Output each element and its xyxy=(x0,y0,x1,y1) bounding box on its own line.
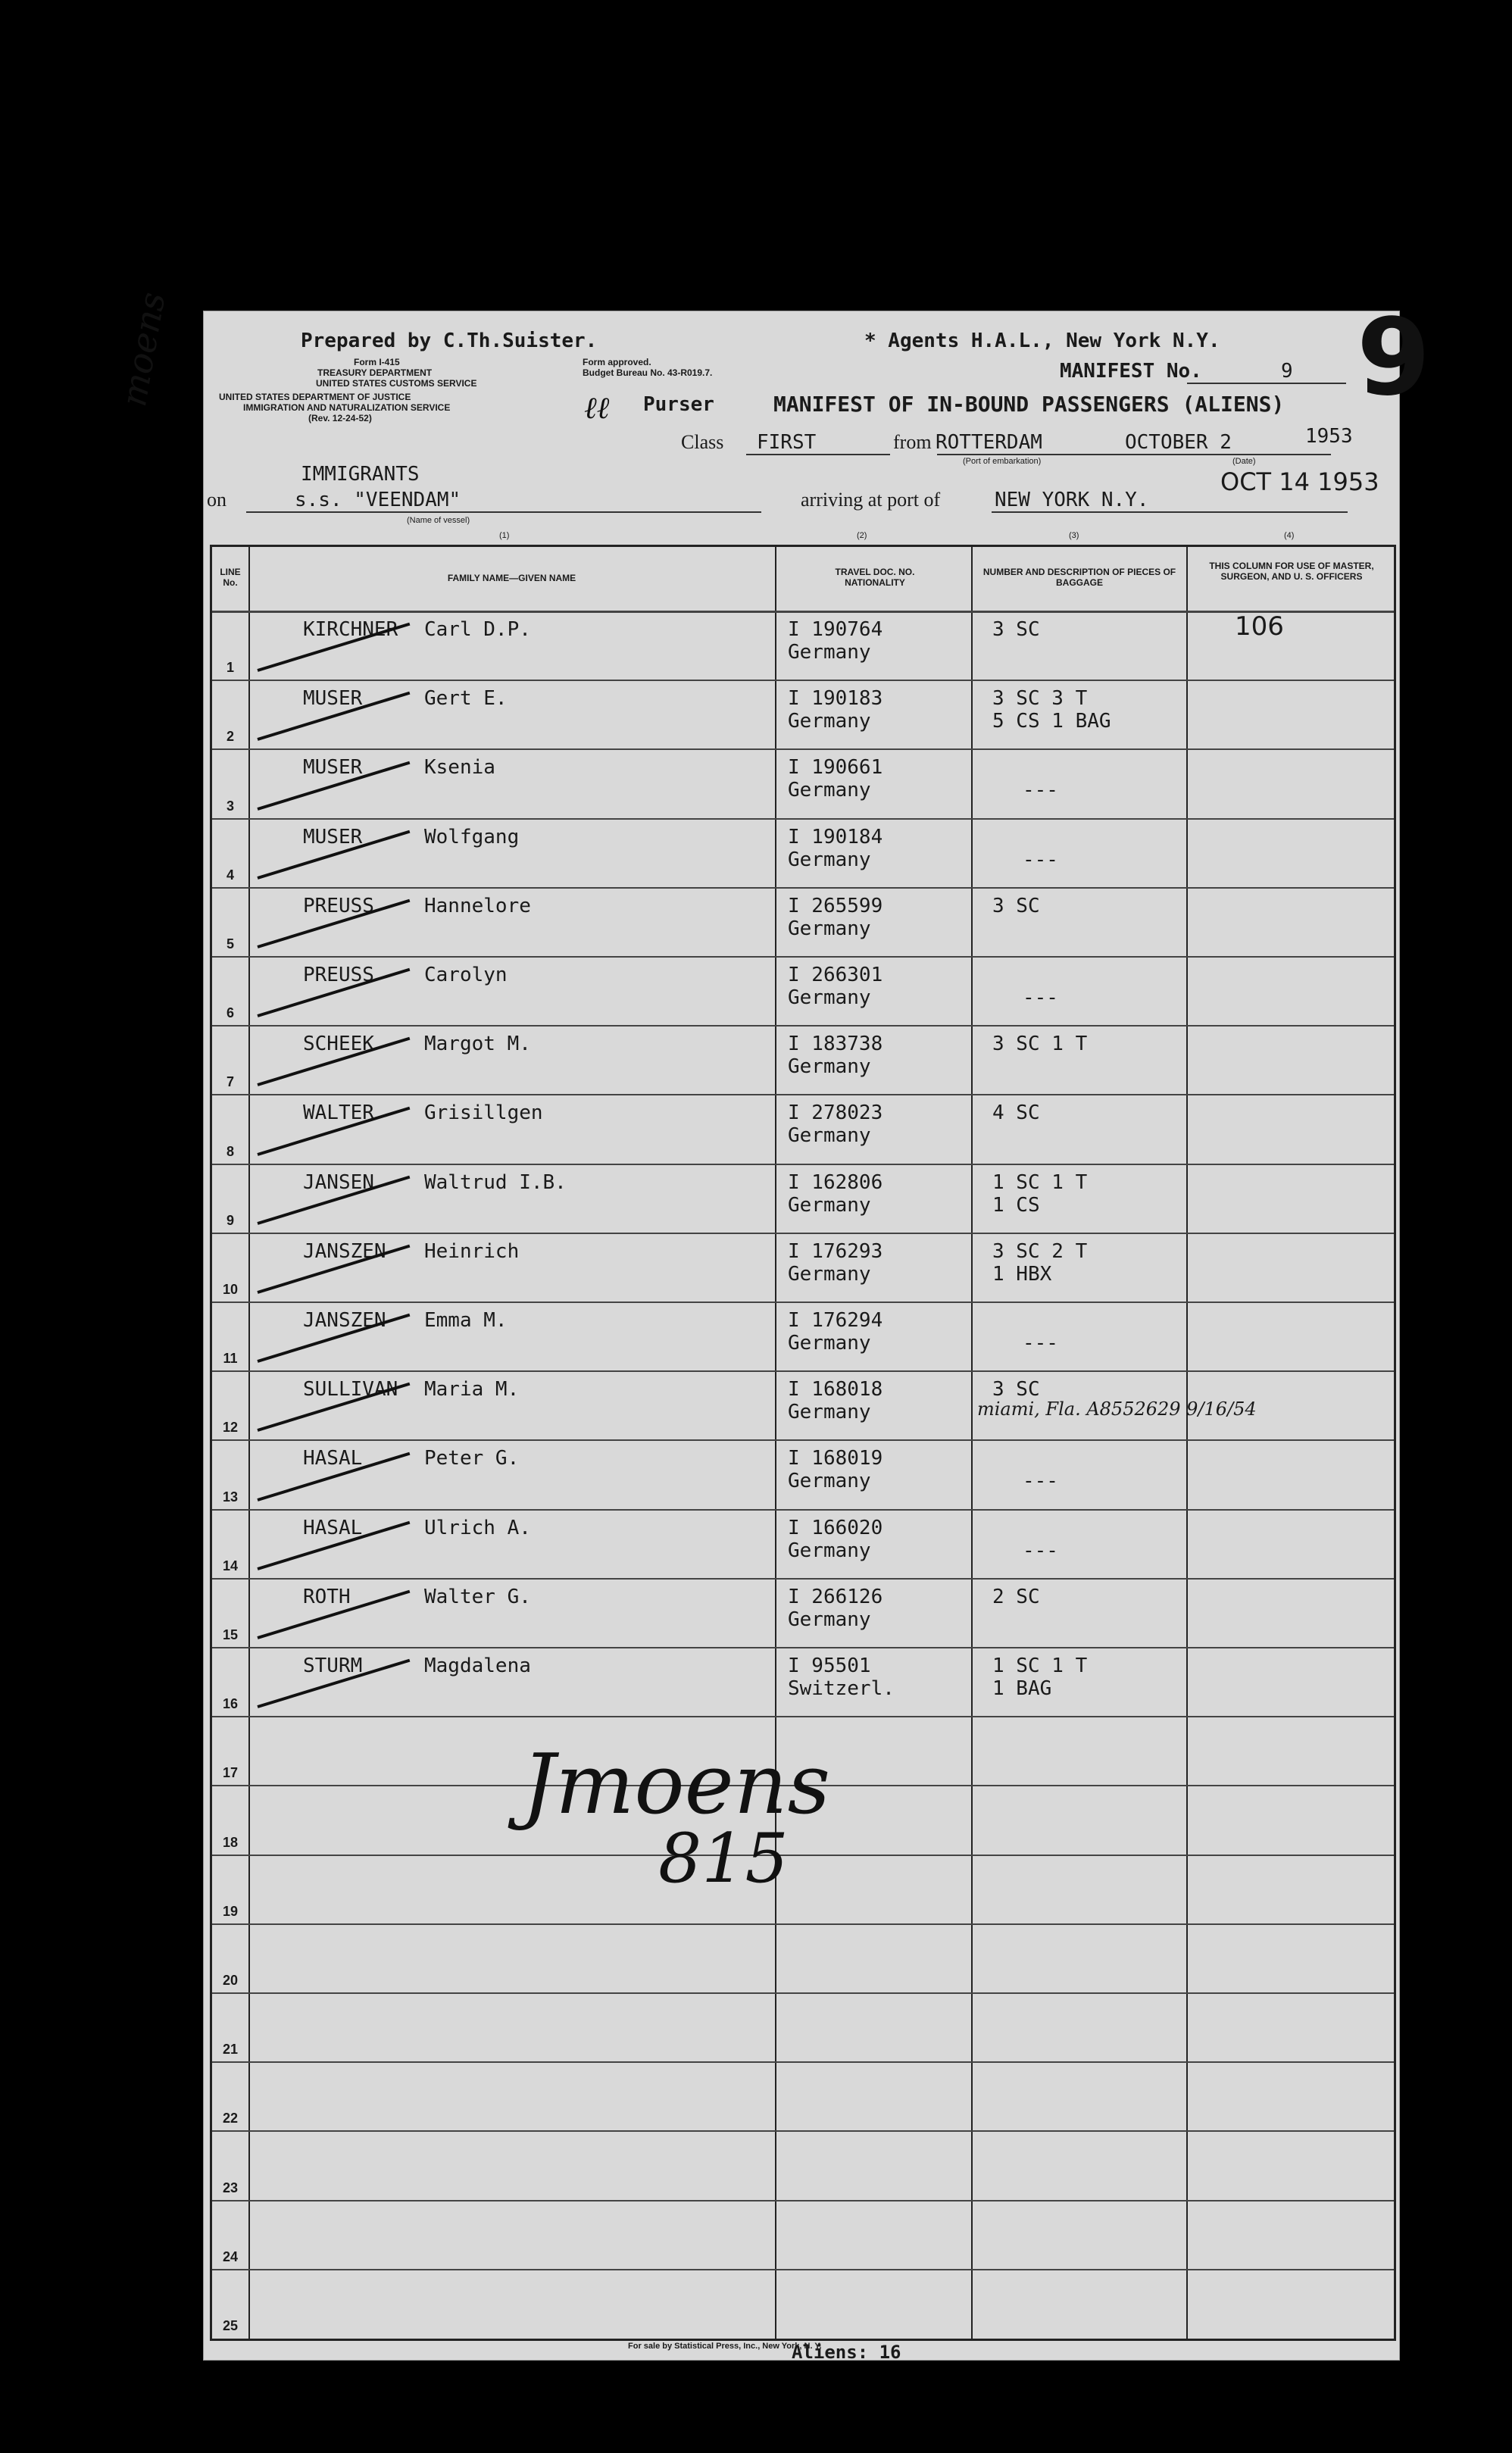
margin-note: moens xyxy=(113,289,173,410)
family-name: HASAL xyxy=(303,1447,363,1470)
row-divider xyxy=(212,1025,1394,1027)
row-divider xyxy=(212,1370,1394,1372)
nationality: Germany xyxy=(788,641,871,664)
class-value: FIRST xyxy=(757,431,817,454)
given-name: Hannelore xyxy=(424,894,531,917)
line-number: 6 xyxy=(226,1005,234,1021)
line-number: 13 xyxy=(222,1489,239,1505)
baggage-line-2: --- xyxy=(1023,986,1058,1009)
manifest-sheet xyxy=(113,289,1431,2363)
row-divider xyxy=(212,818,1394,820)
line-number: 10 xyxy=(222,1282,239,1297)
travel-doc-number: I 168018 xyxy=(788,1378,883,1401)
line-number: 18 xyxy=(222,1834,239,1850)
col-num-2: (2) xyxy=(857,531,867,540)
row-divider xyxy=(212,887,1394,889)
nationality: Germany xyxy=(788,1332,871,1355)
justice: UNITED STATES DEPARTMENT OF JUSTICE xyxy=(219,392,411,402)
line-number: 17 xyxy=(222,1765,239,1781)
binder-hole xyxy=(140,1796,172,1828)
ins: IMMIGRATION AND NATURALIZATION SERVICE xyxy=(243,402,451,413)
inspector-signature: Jmoens xyxy=(522,1736,831,1833)
col-num-3: (3) xyxy=(1069,531,1079,540)
row-divider xyxy=(212,2061,1394,2063)
baggage-line-2: --- xyxy=(1023,1539,1058,1562)
line-number: 12 xyxy=(222,1420,239,1436)
row-divider xyxy=(212,680,1394,681)
customs: UNITED STATES CUSTOMS SERVICE xyxy=(316,378,477,389)
row-divider xyxy=(212,956,1394,958)
travel-doc-number: I 266301 xyxy=(788,964,883,986)
purser-label: Purser xyxy=(643,393,714,416)
manifest-title: MANIFEST OF IN-BOUND PASSENGERS (ALIENS) xyxy=(773,392,1285,417)
nationality: Germany xyxy=(788,1124,871,1148)
nationality: Germany xyxy=(788,779,871,802)
baggage-line-1: 1 SC 1 T xyxy=(992,1170,1088,1194)
line-number: 9 xyxy=(226,1212,234,1228)
family-name: HASAL xyxy=(303,1516,363,1539)
line-number: 24 xyxy=(222,2248,239,2264)
line-number: 22 xyxy=(222,2111,239,2126)
baggage-line-1: 3 SC xyxy=(992,894,1040,917)
family-name: PREUSS xyxy=(303,894,374,917)
family-name: STURM xyxy=(303,1655,363,1677)
nationality: Germany xyxy=(788,917,871,940)
row-divider xyxy=(212,2130,1394,2132)
family-name: JANSZEN xyxy=(303,1239,386,1263)
from-label: from xyxy=(893,431,932,453)
nationality: Germany xyxy=(788,1055,871,1079)
line-number: 23 xyxy=(222,2180,239,2195)
nationality: Germany xyxy=(788,986,871,1009)
row-divider xyxy=(212,748,1394,750)
class-label: Class xyxy=(681,431,724,453)
row-divider xyxy=(212,1509,1394,1511)
row-divider xyxy=(212,1716,1394,1717)
nationality: Germany xyxy=(788,1262,871,1286)
page-number: 9 xyxy=(1357,296,1431,420)
binder-hole xyxy=(140,781,172,813)
given-name: Waltrud I.B. xyxy=(424,1170,567,1194)
col-baggage: NUMBER AND DESCRIPTION OF PIECES OF BAGGAGE xyxy=(982,567,1176,588)
family-name: MUSER xyxy=(303,825,363,848)
nationality: Germany xyxy=(788,848,871,871)
date-note: (Date) xyxy=(1232,457,1256,466)
baggage-line-1: 3 SC 2 T xyxy=(992,1239,1088,1263)
family-name: MUSER xyxy=(303,756,363,780)
form-approved: Form approved. xyxy=(583,357,651,367)
given-name: Carl D.P. xyxy=(424,618,531,641)
travel-doc-number: I 176293 xyxy=(788,1239,883,1263)
line-number: 11 xyxy=(223,1351,238,1367)
nationality: Germany xyxy=(788,710,871,733)
port-of-embarkation: ROTTERDAM xyxy=(936,431,1042,454)
manifest-label: MANIFEST No. xyxy=(1060,360,1202,383)
agents-line: * Agents H.A.L., New York N.Y. xyxy=(864,330,1220,352)
col-line: LINE No. xyxy=(220,567,241,588)
line-number: 8 xyxy=(226,1143,234,1159)
arriving-label: arriving at port of xyxy=(801,489,941,511)
baggage-line-2: --- xyxy=(1023,1332,1058,1355)
given-name: Emma M. xyxy=(424,1309,508,1332)
row-divider xyxy=(212,1923,1394,1925)
line-number: 7 xyxy=(226,1074,234,1090)
family-name: MUSER xyxy=(303,687,363,711)
baggage-line-2: 1 BAG xyxy=(992,1677,1052,1700)
signature-number: 815 xyxy=(658,1819,789,1898)
vessel-note: (Name of vessel) xyxy=(407,516,470,525)
vessel-name: s.s. "VEENDAM" xyxy=(295,489,461,511)
row-divider xyxy=(212,1164,1394,1165)
binder-hole xyxy=(140,2039,172,2070)
given-name: Margot M. xyxy=(424,1033,531,1056)
passenger-table xyxy=(210,545,1396,2341)
nationality: Germany xyxy=(788,1401,871,1424)
given-name: Gert E. xyxy=(424,687,508,711)
family-name: WALTER xyxy=(303,1102,374,1125)
row-divider xyxy=(212,2269,1394,2270)
treasury: TREASURY DEPARTMENT xyxy=(317,367,433,378)
family-name: JANSZEN xyxy=(303,1309,386,1332)
family-name: PREUSS xyxy=(303,964,374,986)
travel-doc-number: I 265599 xyxy=(788,894,883,917)
family-name: SULLIVAN xyxy=(303,1378,398,1401)
line-number: 15 xyxy=(222,1627,239,1642)
binder-hole xyxy=(140,486,172,517)
revision: (Rev. 12-24-52) xyxy=(308,413,372,423)
prepared-by: Prepared by C.Th.Suister. xyxy=(301,330,598,352)
aliens-count: Aliens: 16 xyxy=(792,2342,901,2363)
given-name: Grisillgen xyxy=(424,1102,543,1125)
col-num-4: (4) xyxy=(1284,531,1295,540)
travel-doc-number: I 278023 xyxy=(788,1102,883,1125)
row-divider xyxy=(212,1578,1394,1580)
col-name: FAMILY NAME—GIVEN NAME xyxy=(447,573,576,583)
line-number: 20 xyxy=(222,1973,239,1988)
baggage-line-2: --- xyxy=(1023,1470,1058,1493)
travel-doc-number: I 183738 xyxy=(788,1033,883,1056)
officer-note: miami, Fla. A8552629 9/16/54 xyxy=(977,1398,1257,1420)
line-number: 5 xyxy=(226,936,234,952)
row-divider xyxy=(212,1992,1394,1994)
col-doc: TRAVEL DOC. NO. NATIONALITY xyxy=(835,567,915,588)
binder-hole xyxy=(140,1433,172,1464)
line-number: 1 xyxy=(226,660,234,676)
on-label: on xyxy=(207,489,226,511)
baggage-line-2: 5 CS 1 BAG xyxy=(992,710,1111,733)
form-number: Form I-415 xyxy=(354,357,400,367)
travel-doc-number: I 95501 xyxy=(788,1655,871,1677)
arriving-port: NEW YORK N.Y. xyxy=(995,489,1149,511)
nationality: Germany xyxy=(788,1539,871,1562)
manifest-number: 9 xyxy=(1281,360,1293,383)
nationality: Switzerl. xyxy=(788,1677,895,1700)
baggage-line-1: 3 SC xyxy=(992,1378,1040,1401)
row-divider xyxy=(212,1094,1394,1095)
purser-signature: ℓℓ xyxy=(584,391,610,426)
baggage-line-1: 3 SC 1 T xyxy=(992,1033,1088,1056)
baggage-line-2: 1 HBX xyxy=(992,1262,1052,1286)
nationality: Germany xyxy=(788,1470,871,1493)
travel-doc-number: I 266126 xyxy=(788,1585,883,1608)
binder-hole xyxy=(140,902,172,934)
line-number: 21 xyxy=(222,2042,239,2058)
travel-doc-number: I 190184 xyxy=(788,825,883,848)
baggage-line-1: 3 SC 3 T xyxy=(992,687,1088,711)
officer-note: 106 xyxy=(1235,611,1284,642)
row-divider xyxy=(212,2200,1394,2201)
given-name: Peter G. xyxy=(424,1447,520,1470)
binder-hole xyxy=(140,2145,172,2176)
year: 1953 xyxy=(1305,425,1353,448)
line-number: 14 xyxy=(222,1558,239,1573)
given-name: Magdalena xyxy=(424,1655,531,1677)
row-divider xyxy=(212,1301,1394,1303)
given-name: Walter G. xyxy=(424,1585,531,1608)
baggage-line-2: --- xyxy=(1023,779,1058,802)
date-stamp: OCT 14 1953 xyxy=(1220,467,1379,496)
travel-doc-number: I 176294 xyxy=(788,1309,883,1332)
travel-doc-number: I 168019 xyxy=(788,1447,883,1470)
travel-doc-number: I 190661 xyxy=(788,756,883,780)
line-number: 3 xyxy=(226,798,234,814)
family-name: SCHEEK xyxy=(303,1033,374,1056)
line-number: 16 xyxy=(222,1696,239,1712)
printer-note: For sale by Statistical Press, Inc., New York, N. Y. xyxy=(628,2342,822,2351)
nationality: Germany xyxy=(788,1193,871,1217)
travel-doc-number: I 190764 xyxy=(788,618,883,641)
given-name: Maria M. xyxy=(424,1378,520,1401)
given-name: Ulrich A. xyxy=(424,1516,531,1539)
baggage-line-2: --- xyxy=(1023,848,1058,871)
line-number: 25 xyxy=(222,2318,239,2333)
immigrants-label: IMMIGRANTS xyxy=(301,463,420,486)
budget-bureau: Budget Bureau No. 43-R019.7. xyxy=(583,367,713,378)
binder-hole xyxy=(140,1569,172,1601)
family-name: KIRCHNER xyxy=(303,618,398,641)
baggage-line-1: 4 SC xyxy=(992,1102,1040,1125)
row-divider xyxy=(212,1439,1394,1441)
line-number: 4 xyxy=(226,867,234,883)
baggage-line-2: 1 CS xyxy=(992,1193,1040,1217)
travel-doc-number: I 166020 xyxy=(788,1516,883,1539)
row-divider xyxy=(212,1233,1394,1234)
baggage-line-1: 1 SC 1 T xyxy=(992,1655,1088,1677)
line-number: 19 xyxy=(222,1903,239,1919)
given-name: Heinrich xyxy=(424,1239,520,1263)
given-name: Ksenia xyxy=(424,756,495,780)
family-name: ROTH xyxy=(303,1585,351,1608)
given-name: Wolfgang xyxy=(424,825,520,848)
row-divider xyxy=(212,1647,1394,1648)
line-number: 2 xyxy=(226,729,234,745)
col-officers: THIS COLUMN FOR USE OF MASTER, SURGEON, AND U. S. OFFICERS xyxy=(1209,561,1374,582)
sailing-date: OCTOBER 2 xyxy=(1125,431,1232,454)
port-note: (Port of embarkation) xyxy=(963,457,1042,466)
travel-doc-number: I 190183 xyxy=(788,687,883,711)
row-divider xyxy=(212,1855,1394,1856)
travel-doc-number: I 162806 xyxy=(788,1170,883,1194)
col-num-1: (1) xyxy=(499,531,510,540)
given-name: Carolyn xyxy=(424,964,508,986)
baggage-line-1: 2 SC xyxy=(992,1585,1040,1608)
nationality: Germany xyxy=(788,1608,871,1631)
baggage-line-1: 3 SC xyxy=(992,618,1040,641)
family-name: JANSEN xyxy=(303,1170,374,1194)
